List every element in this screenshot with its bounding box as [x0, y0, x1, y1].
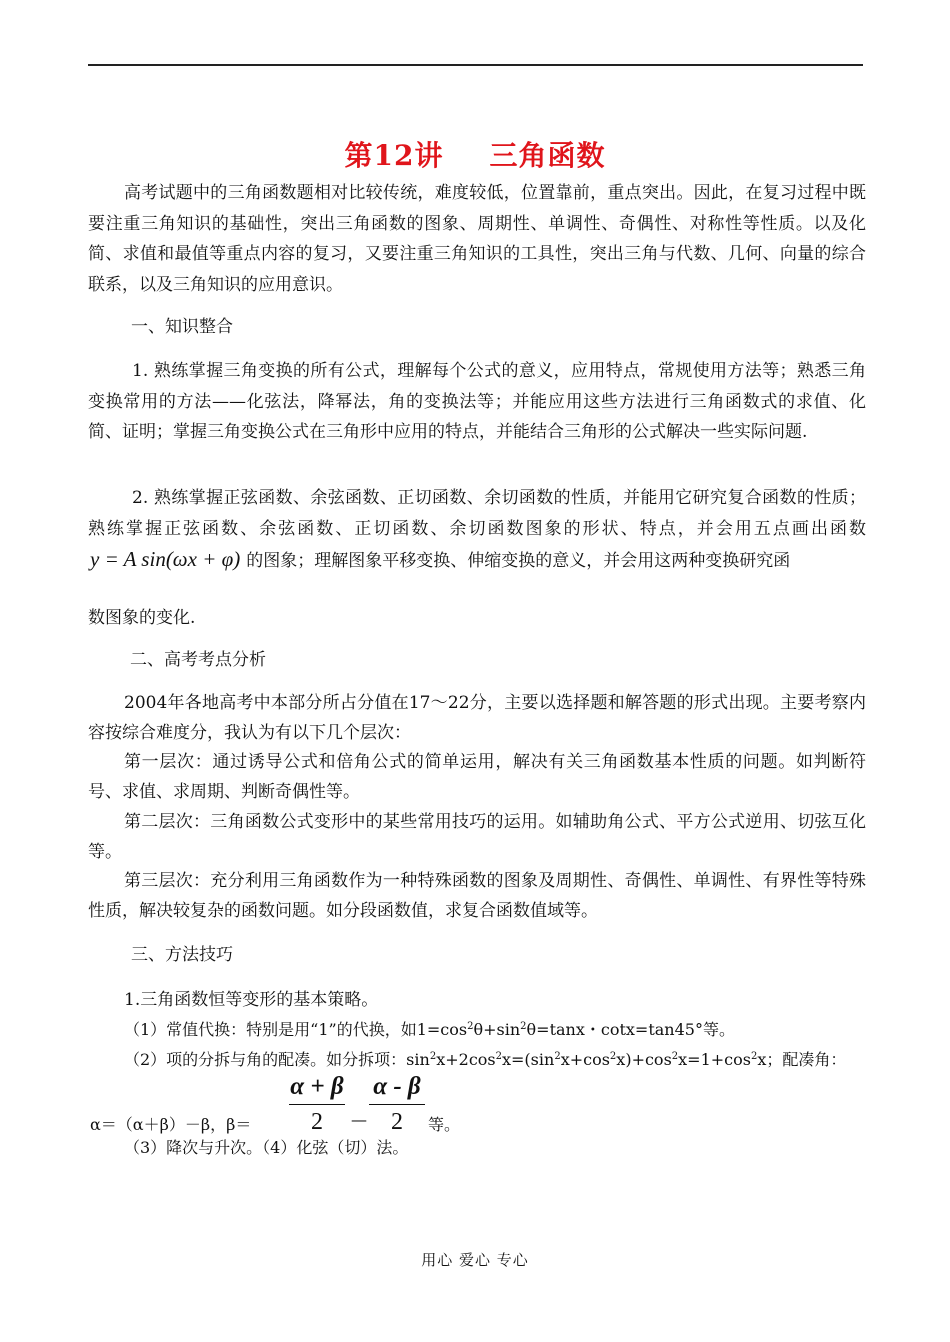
split-text-f: x=1+cos: [678, 1050, 751, 1069]
title-lecture-number: 第12讲: [344, 139, 444, 172]
level-one: 第一层次：通过诱导公式和倍角公式的简单运用，解决有关三角函数基本性质的问题。如判断符号、求值、求周期、判断奇偶性等。: [88, 752, 866, 802]
square-superscript: 2: [554, 1051, 561, 1062]
section2-heading: 二、高考考点分析: [130, 650, 266, 670]
section2-paragraph: 2004年各地高考中本部分所占分值在17～22分，主要以选择题和解答题的形式出现。主要考察内容按综合难度分，我认为有以下几个层次：: [88, 693, 866, 743]
split-text-e: x)+cos: [616, 1050, 672, 1069]
intro-paragraph: 高考试题中的三角函数题相对比较传统，难度较低，位置靠前，重点突出。因此，在复习过程中既要注重三角知识的基础性，突出三角函数的图象、周期性、单调性、奇偶性、对称性等性质。以及化简、求值和最值等重点内容的复习，又要注重三角知识的工具性，突出三角与代数、几何、向量的综合联系，以及三角知识的应用意识。: [88, 183, 866, 295]
section1-item2: [88, 483, 866, 577]
angle-identity-right: 等。: [428, 1115, 461, 1134]
section1-item2-end: 数图象的变化.: [88, 608, 196, 628]
fraction-numerator: α + β: [290, 1073, 344, 1100]
fraction-denominator: 2: [311, 1109, 323, 1135]
fraction-numerator: α - β: [373, 1073, 421, 1100]
fraction-alpha-minus-beta: [369, 1072, 425, 1135]
title-topic: 三角函数: [489, 139, 606, 172]
split-text-b: x+2cos: [436, 1050, 496, 1069]
square-superscript: 2: [467, 1021, 474, 1032]
square-superscript: 2: [750, 1051, 758, 1062]
split-text-g: x；配凑角：: [757, 1050, 847, 1069]
level-two: 第二层次：三角函数公式变形中的某些常用技巧的运用。如辅助角公式、平方公式逆用、切弦互化等。: [88, 812, 866, 862]
section1-item2-text-a: 2. 熟练掌握正弦函数、余弦函数、正切函数、余切函数的性质，并能用它研究复合函数的性质；熟练掌握正弦函数、余弦函数、正切函数、余切函数图象的形状、特点，并会用五点画出函数: [88, 488, 866, 539]
fraction-alpha-plus-beta: [289, 1072, 345, 1135]
term-splitting: [124, 1045, 846, 1075]
section1-heading: 一、知识整合: [131, 317, 233, 337]
square-superscript: 2: [671, 1051, 679, 1062]
square-superscript: 2: [429, 1051, 437, 1062]
page-footer: 用心 爱心 专心: [421, 1251, 529, 1269]
constant-substitution: [124, 1015, 735, 1045]
split-text-d: x+cos: [560, 1050, 610, 1069]
square-superscript: 2: [520, 1021, 527, 1032]
section1-item2-text-b: 的图象；理解图象平移变换、伸缩变换的意义，并会用这两种变换研究函: [246, 551, 791, 571]
level-three: 第三层次：充分利用三角函数作为一种特殊函数的图象及周期性、奇偶性、单调性、有界性等特殊性质，解决较复杂的函数问题。如分段函数值，求复合函数值域等。: [88, 871, 866, 921]
fraction-denominator: 2: [391, 1109, 403, 1135]
page-title: [0, 134, 950, 174]
angle-identity-left: α＝（α＋β）－β，β＝: [90, 1115, 252, 1134]
square-superscript: 2: [495, 1051, 502, 1062]
split-text-a: （2）项的分拆与角的配凑。如分拆项：sin: [124, 1050, 430, 1069]
minus-sign: —: [351, 1110, 367, 1129]
degree-reduction: （3）降次与升次。（4）化弦（切）法。: [124, 1138, 409, 1157]
square-superscript: 2: [609, 1051, 617, 1062]
constant-text-c: θ=tanx・cotx=tan45°等。: [526, 1020, 735, 1039]
header-rule: [88, 64, 863, 66]
split-text-c: x=(sin: [502, 1050, 555, 1069]
section3-heading: 三、方法技巧: [131, 945, 233, 965]
constant-text-a: （1）常值代换：特别是用“1”的代换，如1=cos: [124, 1020, 468, 1039]
section3-item1: 1.三角函数恒等变形的基本策略。: [124, 990, 379, 1010]
section1-item1: 1. 熟练掌握三角变换的所有公式，理解每个公式的意义，应用特点，常规使用方法等；熟悉三角变换常用的方法——化弦法，降幂法，角的变换法等；并能应用这些方法进行三角函数式的求值、化简、证明；掌握三角变换公式在三角形中应用的特点，并能结合三角形的公式解决一些实际问题.: [88, 361, 866, 442]
constant-text-b: θ+sin: [473, 1020, 521, 1039]
fraction-bar: [289, 1104, 345, 1105]
fraction-bar: [369, 1104, 425, 1105]
sine-function-formula: y = A sin(ωx + φ): [90, 547, 241, 571]
